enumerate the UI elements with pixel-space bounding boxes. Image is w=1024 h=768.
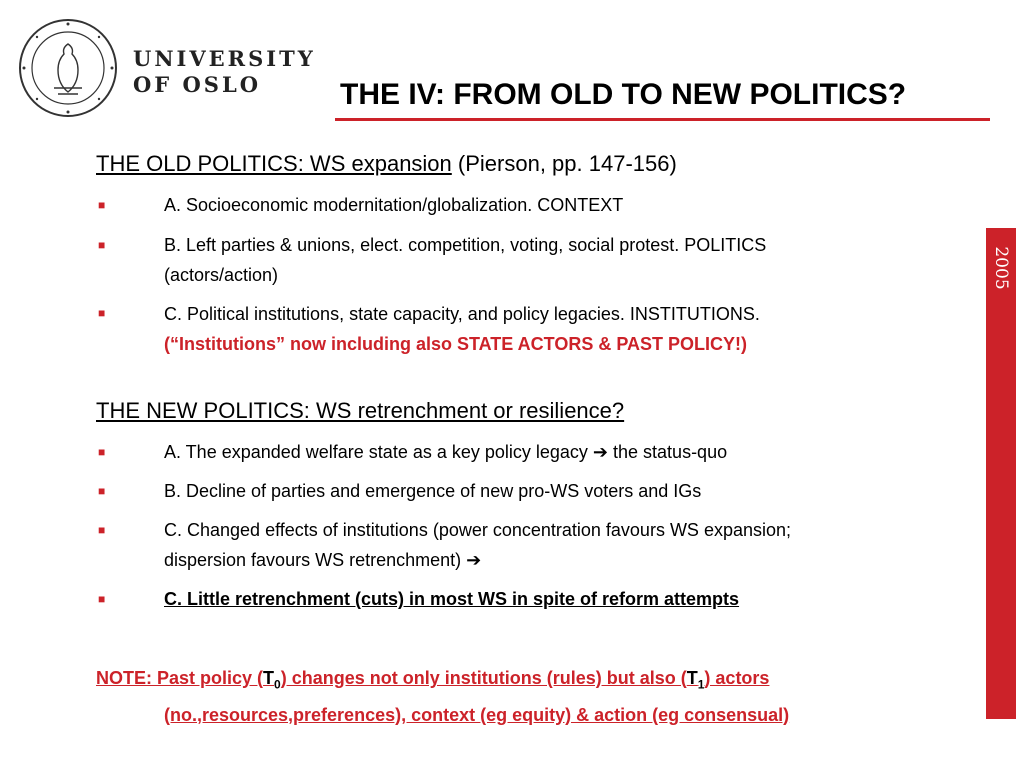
- title-rule: [335, 118, 990, 121]
- old-item-c-line1: C. Political institutions, state capacity, and policy legacies. INSTITUTIONS.: [164, 304, 760, 324]
- old-politics-citation: (Pierson, pp. 147-156): [451, 151, 677, 176]
- arrow-right-icon: ➔: [466, 550, 482, 570]
- bullet-icon: ■: [98, 198, 106, 212]
- note-part1: NOTE: Past policy (: [96, 668, 264, 688]
- new-item-d: C. Little retrenchment (cuts) in most WS in spite of reform attempts: [164, 589, 740, 609]
- old-item-c-line2: (“Institutions” now including also STATE ACTORS & PAST POLICY!): [164, 334, 747, 354]
- old-politics-title: THE OLD POLITICS: WS expansion: [96, 151, 452, 176]
- bullet-icon: ■: [98, 484, 106, 498]
- slide-title: THE IV: FROM OLD TO NEW POLITICS?: [340, 78, 907, 111]
- new-item-c-line2: [164, 545, 791, 575]
- note-t0-letter: T: [263, 668, 275, 688]
- bullet-icon: ■: [98, 238, 106, 252]
- bullet-icon: ■: [98, 523, 106, 537]
- note-t0: [263, 668, 281, 692]
- old-item-a: A. Socioeconomic modernitation/globalization. CONTEXT: [164, 195, 624, 215]
- university-line1: UNIVERSITY: [133, 46, 316, 71]
- university-wordmark: [133, 46, 316, 98]
- sidebar-year: [986, 236, 1016, 300]
- old-politics-heading: [96, 151, 677, 177]
- note-line1: [96, 663, 789, 700]
- note-part2: ) changes not only institutions (rules) but also (: [280, 668, 687, 688]
- bullet-icon: ■: [98, 445, 106, 459]
- new-item-a: [164, 437, 727, 467]
- university-seal-logo: [18, 18, 118, 118]
- new-item-a-text: A. The expanded welfare state as a key policy legacy: [164, 442, 593, 462]
- year-label: 2005: [991, 246, 1011, 290]
- bullet-icon: ■: [98, 592, 106, 606]
- note-part3: ) actors: [704, 668, 770, 688]
- new-item-b: B. Decline of parties and emergence of new pro-WS voters and IGs: [164, 481, 702, 501]
- old-item-b: [164, 230, 766, 290]
- new-politics-title: THE NEW POLITICS: WS retrenchment or resilience?: [96, 398, 625, 423]
- university-line2: OF OSLO: [133, 72, 262, 97]
- note-t0-sub: 0: [274, 677, 281, 692]
- arrow-right-icon: ➔: [592, 442, 609, 462]
- new-item-c: [164, 515, 791, 575]
- new-item-a-after: the status-quo: [608, 442, 728, 462]
- bullet-icon: ■: [98, 306, 106, 320]
- old-item-b-line2: (actors/action): [164, 265, 279, 285]
- old-item-c: [164, 299, 760, 359]
- note-t1-letter: T: [686, 668, 698, 688]
- old-item-b-line1: B. Left parties & unions, elect. competition, voting, social protest. POLITICS: [164, 235, 767, 255]
- note-t1-sub: 1: [697, 677, 705, 692]
- note-line2: (no.,resources,preferences), context (eg equity) & action (eg consensual): [164, 704, 790, 725]
- new-item-c-line2-text: dispersion favours WS retrenchment): [164, 550, 467, 570]
- new-item-c-line1: C. Changed effects of institutions (power concentration favours WS expansion;: [164, 520, 792, 540]
- note-t1: [686, 668, 705, 692]
- red-sidebar: [986, 228, 1016, 719]
- new-politics-heading: [96, 398, 624, 424]
- note-block: [96, 663, 789, 730]
